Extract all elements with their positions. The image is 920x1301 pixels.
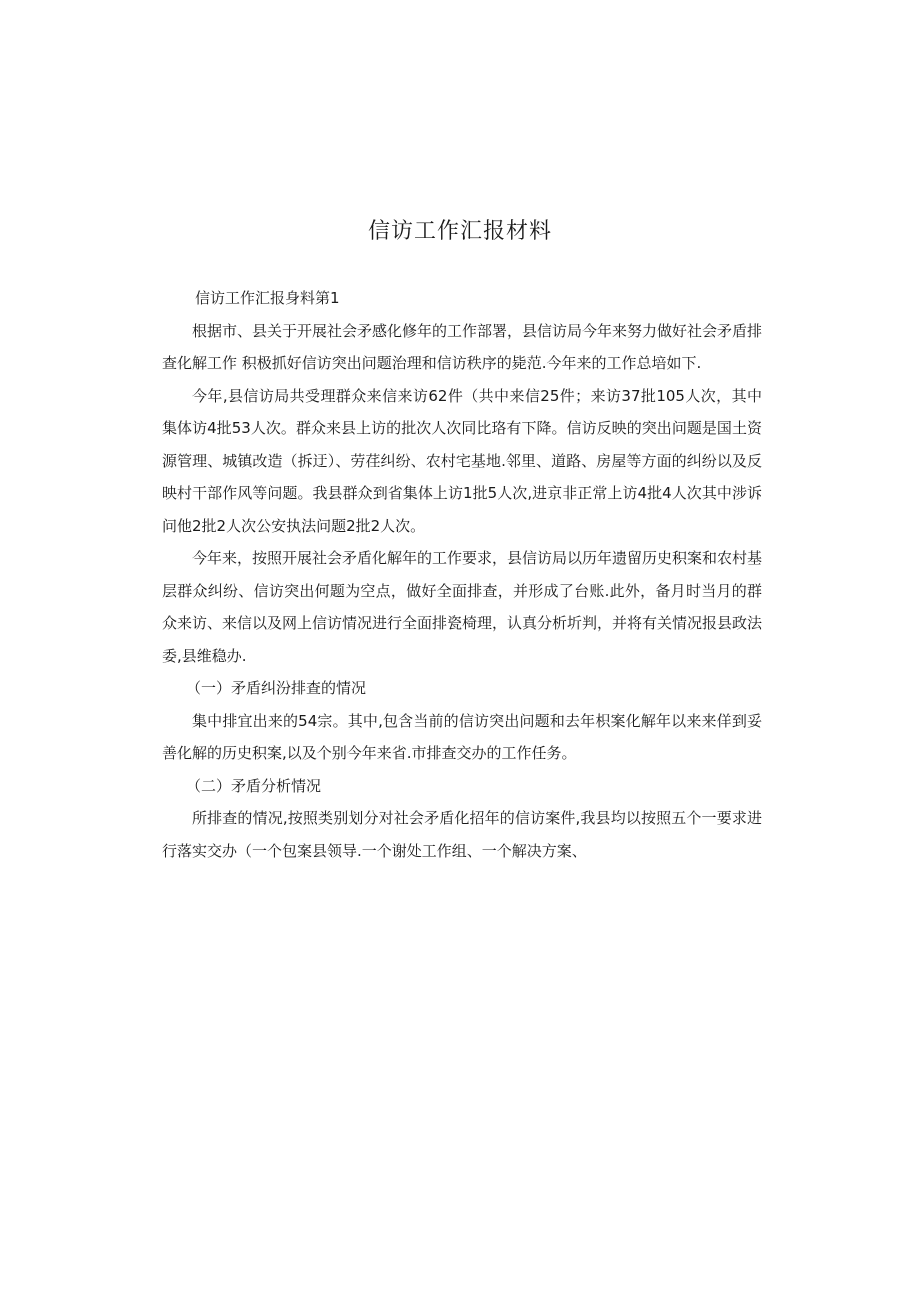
paragraph-intro: 根据市、县关于开展社会矛感化修年的工作部署，县信访局今年来努力做好社会矛盾排查化解工作 积极抓好信访突出问题治理和信访秩序的毙范.今年来的工作总培如下. <box>162 321 763 372</box>
section-heading-1: （一）矛盾纠汾排查的情况 <box>186 679 367 697</box>
section-heading-2: （二）矛盾分析情况 <box>186 776 322 795</box>
document-subtitle: 信访工作汇报身料第1 <box>195 289 340 307</box>
paragraph-section-1: 集中排宜出来的54宗。其中,包含当前的信访突出问题和去年枳案化解年以来来佯到妥善化解的历史积案,以及个别今年来省.市排查交办的工作任务。 <box>162 711 762 762</box>
document-title: 信访工作汇报材料 <box>367 219 552 244</box>
paragraph-investigation: 今年来，按照开展社会矛盾化解年的工作要求，县信访局以历年遗留历史积案和农村基层群众纠纷、信访突出何题为空点，做好全面排查，并形成了台账.此外，备月时当月的群众来访、来信以及网上信访情况进行全面排瓷椅理，认真分析圻判，并将有关情况报县政法委,县维稳办. <box>162 549 763 665</box>
paragraph-statistics: 今年,县信访局共受理群众来信来访62件（共中来信25件；来访37批105人次，其中集体访4批53人次。群众来县上访的批次人次同比珞有下降。信访反映的突出问题是国土资源管理、城镇改造（拆迂）、劳荏纠纷、农村宅基地.邻里、道路、房屋等方面的纠纷以及反映村干部作风等问题。我县群众到省集体上访1批5人次,进京非正常上访4批4人次其中涉诉问他2批2人次公安执法问题2批2人次。 <box>162 386 762 535</box>
document-body <box>162 282 762 867</box>
paragraph-section-2: 所排查的情况,按照类别划分对社会矛盾化招年的信访案件,我县均以按照五个一要求进行落实交办（一个包案县领导.一个谢处工作组、一个解决方案、 <box>162 809 762 860</box>
